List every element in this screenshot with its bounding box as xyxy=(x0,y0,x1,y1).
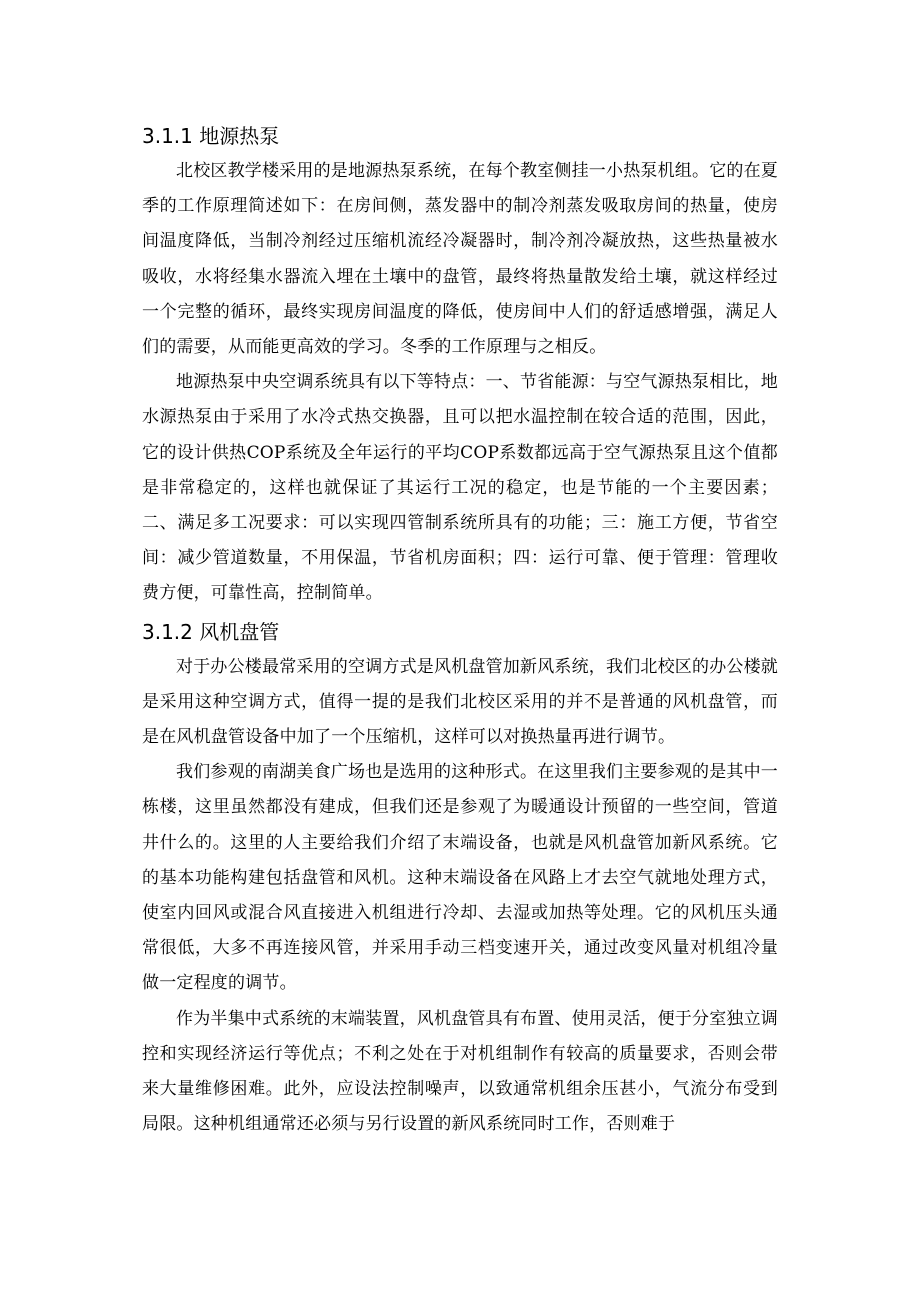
paragraph: 地源热泵中央空调系统具有以下等特点：一、节省能源：与空气源热泵相比，地水源热泵由于采用了水冷式热交换器，且可以把水温控制在较合适的范围，因此，它的设计供热COP系统及全年运行的平均COP系数都远高于空气源热泵且这个值都是非常稳定的，这样也就保证了其运行工况的稳定，也是节能的一个主要因素；二、满足多工况要求：可以实现四管制系统所具有的功能；三：施工方便，节省空间：减少管道数量，不用保温，节省机房面积；四：运行可靠、便于管理：管理收费方便，可靠性高，控制简单。 xyxy=(142,372,778,604)
paragraph: 作为半集中式系统的末端装置，风机盘管具有布置、使用灵活，便于分室独立调控和实现经济运行等优点；不利之处在于对机组制作有较高的质量要求，否则会带来大量维修困难。此外，应设法控制噪声，以致通常机组余压甚小，气流分布受到局限。这种机组通常还必须与另行设置的新风系统同时工作，否则难于 xyxy=(142,1008,778,1135)
section-heading-fan-coil: 3.1.2 风机盘管 xyxy=(142,619,280,644)
paragraph: 对于办公楼最常采用的空调方式是风机盘管加新风系统，我们北校区的办公楼就是采用这种空调方式，值得一提的是我们北校区采用的并不是普通的风机盘管，而是在风机盘管设备中加了一个压缩机，这样可以对换热量再进行调节。 xyxy=(142,656,778,748)
paragraph: 我们参观的南湖美食广场也是选用的这种形式。在这里我们主要参观的是其中一栋楼，这里虽然都没有建成，但我们还是参观了为暖通设计预留的一些空间，管道井什么的。这里的人主要给我们介绍了末端设备，也就是风机盘管加新风系统。它的基本功能构建包括盘管和风机。这种末端设备在风路上才去空气就地处理方式，使室内回风或混合风直接进入机组进行冷却、去湿或加热等处理。它的风机压头通常很低，大多不再连接风管，并采用手动三档变速开关，通过改变风量对机组冷量做一定程度的调节。 xyxy=(142,762,778,994)
paragraph: 北校区教学楼采用的是地源热泵系统，在每个教室侧挂一小热泵机组。它的在夏季的工作原理简述如下：在房间侧，蒸发器中的制冷剂蒸发吸取房间的热量，使房间温度降低，当制冷剂经过压缩机流经冷凝器时，制冷剂冷凝放热，这些热量被水吸收，水将经集水器流入埋在土壤中的盘管，最终将热量散发给土壤，就这样经过一个完整的循环，最终实现房间温度的降低，使房间中人们的舒适感增强，满足人们的需要，从而能更高效的学习。冬季的工作原理与之相反。 xyxy=(142,161,778,358)
document-body xyxy=(142,118,778,1142)
section-heading-ground-source-heat-pump: 3.1.1 地源热泵 xyxy=(142,124,280,148)
